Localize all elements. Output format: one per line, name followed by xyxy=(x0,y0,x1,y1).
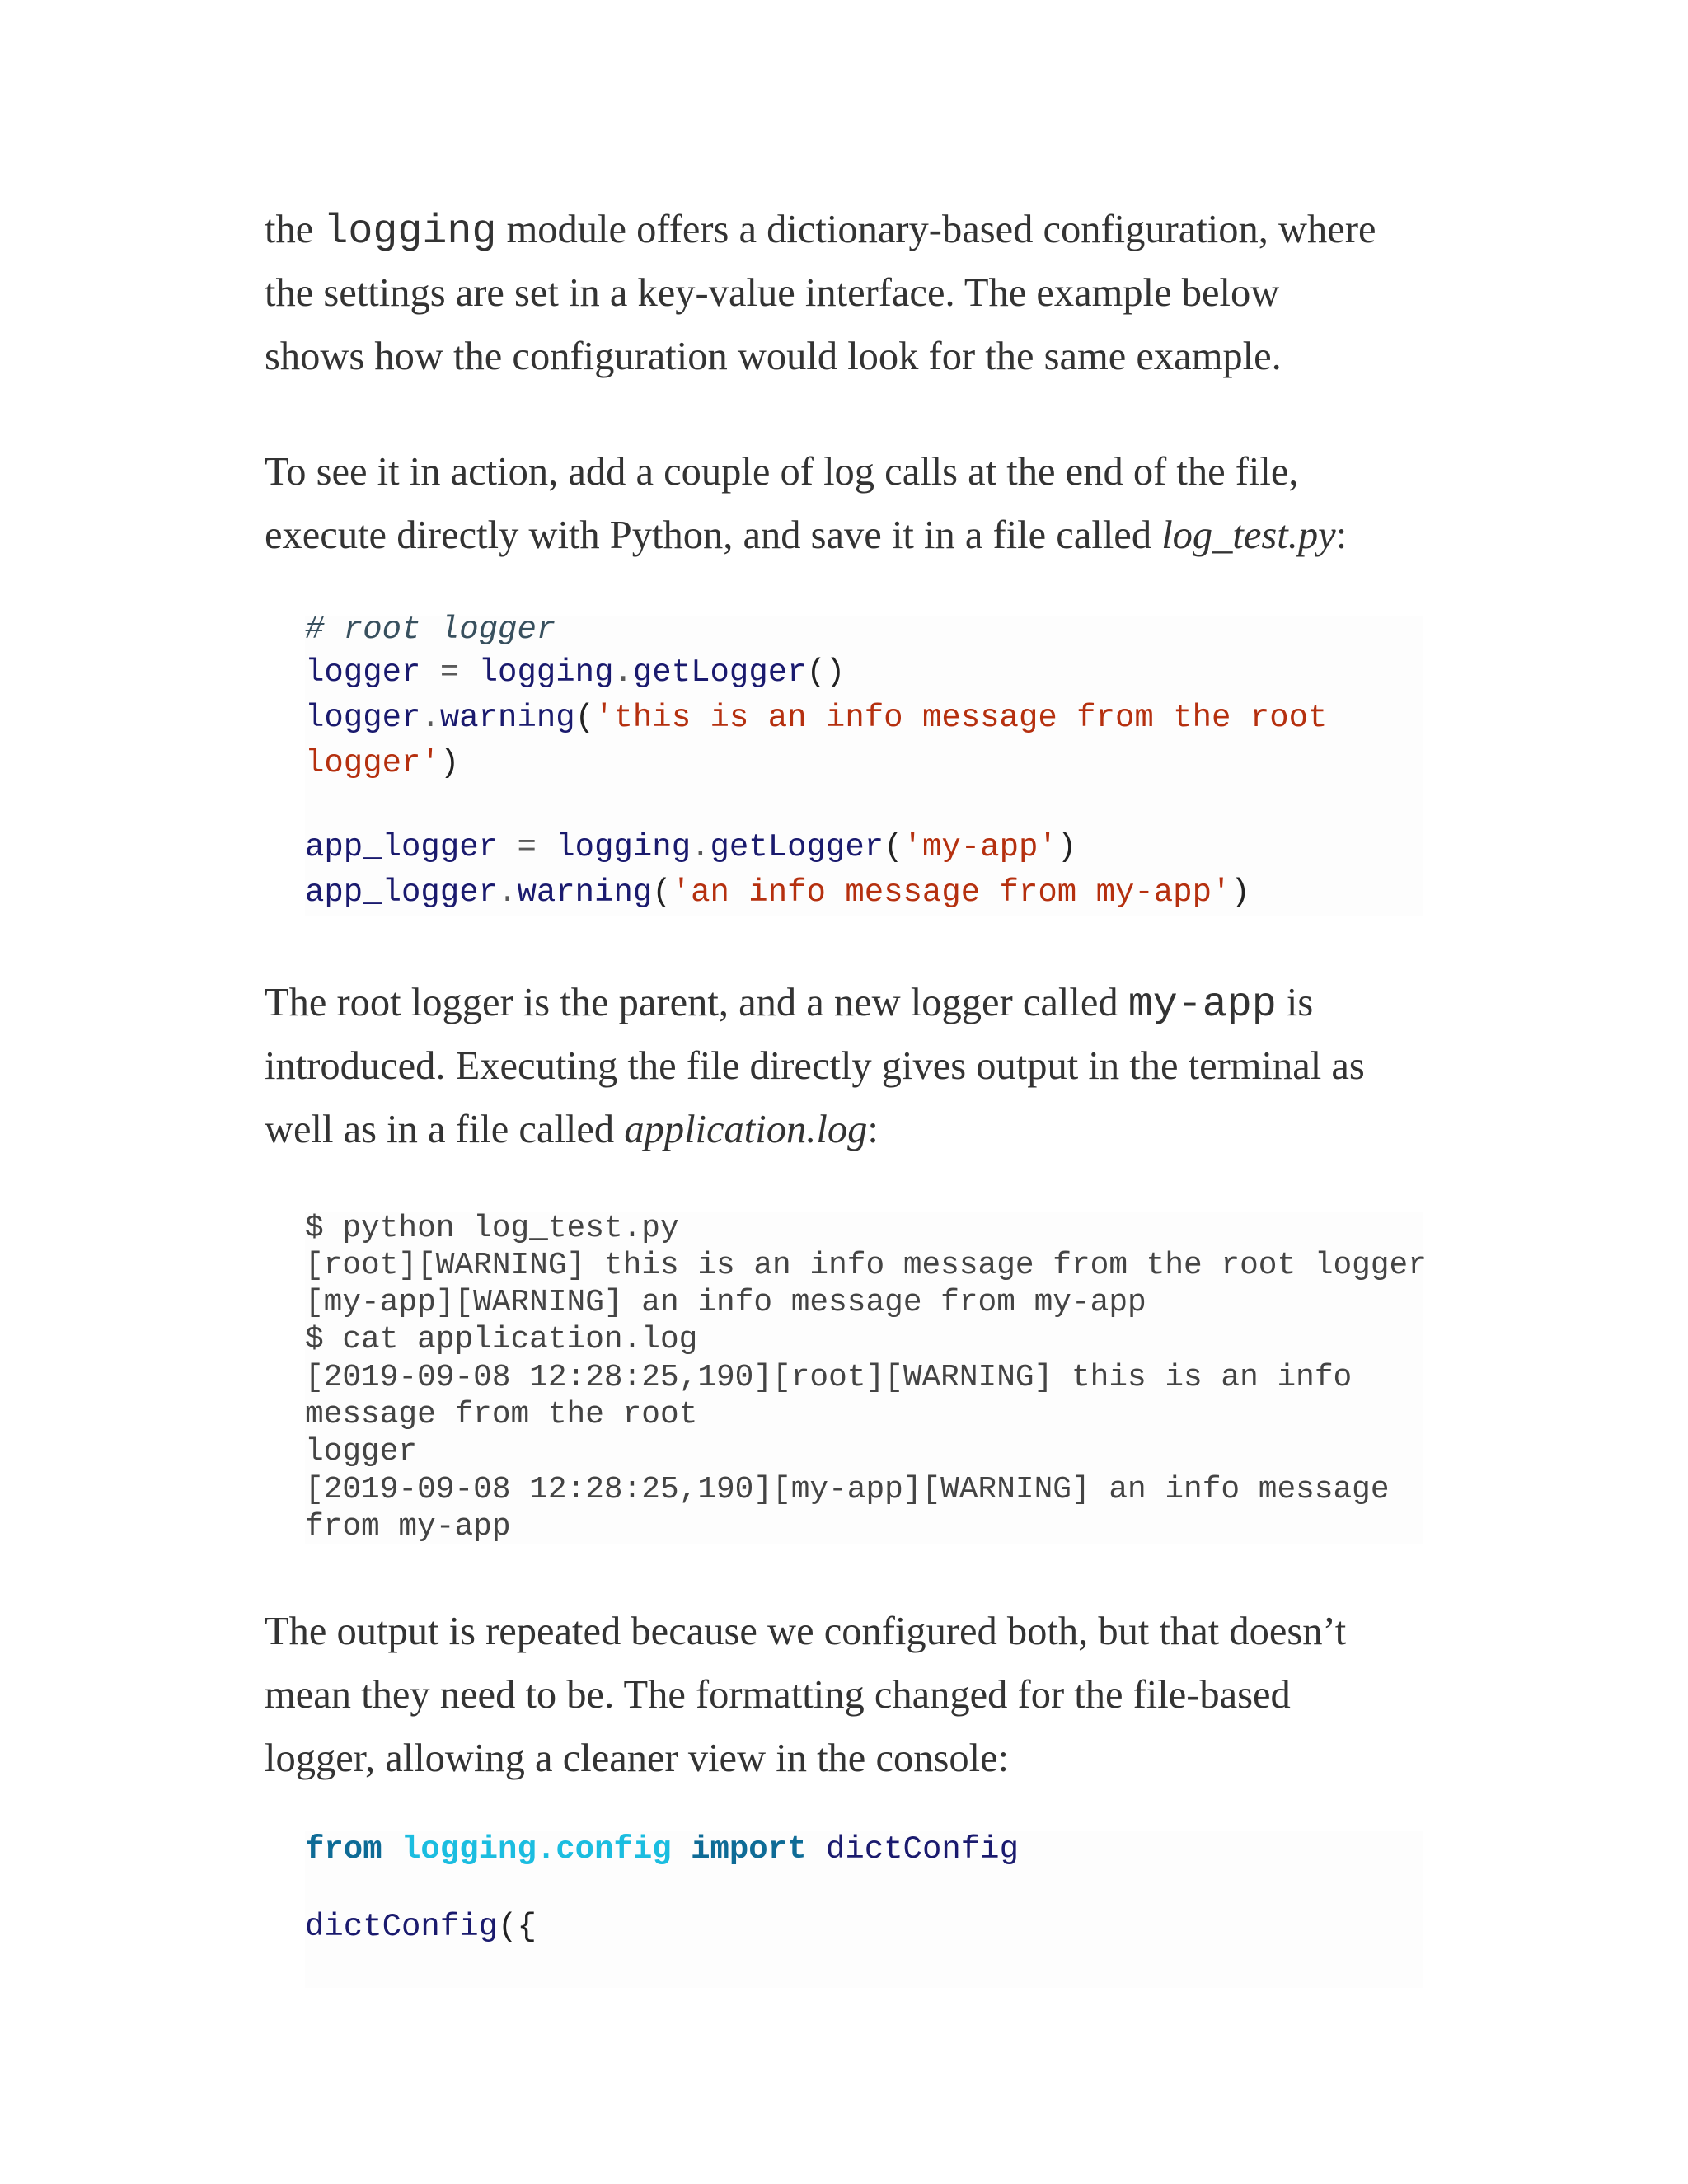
code-token: ({ xyxy=(498,1909,537,1945)
code-token: from xyxy=(305,1831,382,1868)
code-token: logger' xyxy=(305,745,440,781)
text-span: module offers a dictionary-based configuration, where xyxy=(496,208,1376,251)
console-line: [2019-09-08 12:28:25,190][root][WARNING] this is an info xyxy=(305,1361,1353,1395)
console-line: $ cat application.log xyxy=(305,1323,698,1357)
code-token: dictConfig xyxy=(305,1909,499,1945)
filename-log-test-py: log_test.py xyxy=(1161,513,1336,557)
code-token: ) xyxy=(439,745,460,781)
console-line: message from the root xyxy=(305,1398,698,1432)
console-output-block xyxy=(305,1212,1427,1544)
code-token: 'this is an info message from the root xyxy=(594,700,1328,736)
paragraph-output-repeated xyxy=(265,1600,1435,1790)
code-token xyxy=(672,1831,691,1868)
text-line xyxy=(265,971,1435,1034)
text-line: To see it in action, add a couple of log calls at the end of the file, xyxy=(265,450,1299,494)
code-token: . xyxy=(613,654,633,691)
code-line xyxy=(305,874,1250,911)
console-line: $ python log_test.py xyxy=(305,1212,679,1246)
code-token: warning xyxy=(517,874,653,911)
code-token: app_logger xyxy=(305,874,499,911)
code-token: import xyxy=(691,1831,807,1868)
code-line xyxy=(305,654,845,691)
console-line: [2019-09-08 12:28:25,190][my-app][WARNING] an info message xyxy=(305,1473,1390,1507)
text-line: the settings are set in a key-value interface. The example below xyxy=(265,271,1280,315)
code-token: 'an info message from my-app' xyxy=(671,874,1231,911)
code-block-dict-config xyxy=(305,1831,1423,1988)
paragraph-see-in-action xyxy=(265,440,1435,567)
code-line xyxy=(305,829,1076,865)
code-token: . xyxy=(498,874,518,911)
console-line: [root][WARNING] this is an info message from the root logger xyxy=(305,1249,1427,1283)
text-line xyxy=(265,1098,1435,1161)
code-token xyxy=(382,1831,401,1868)
inline-code-my-app: my-app xyxy=(1128,982,1277,1029)
code-line xyxy=(305,745,459,781)
text-span: : xyxy=(1335,513,1348,557)
text-line: shows how the configuration would look for the same example. xyxy=(265,335,1282,378)
code-token: dictConfig xyxy=(825,1831,1019,1868)
console-line: [my-app][WARNING] an info message from my-app xyxy=(305,1286,1146,1320)
code-token: . xyxy=(691,829,710,865)
code-token: logging.config xyxy=(401,1831,672,1868)
code-line xyxy=(305,612,556,648)
code-token: logging xyxy=(556,829,692,865)
code-line xyxy=(305,700,1327,736)
code-token: = xyxy=(420,654,479,691)
paragraph-dict-config-intro xyxy=(265,198,1435,388)
code-token: ) xyxy=(1057,829,1077,865)
code-token: getLogger xyxy=(632,654,807,691)
text-span: the xyxy=(265,208,324,251)
text-line xyxy=(265,198,1435,261)
code-token: logger xyxy=(305,654,421,691)
text-span: The root logger is the parent, and a new logger called xyxy=(265,981,1128,1024)
code-token: warning xyxy=(439,700,575,736)
code-token: ( xyxy=(652,874,672,911)
code-token: ( xyxy=(574,700,595,736)
code-token xyxy=(807,1831,826,1868)
code-token: ) xyxy=(1231,874,1250,911)
text-span: well as in a file called xyxy=(265,1108,625,1151)
text-line xyxy=(265,504,1435,567)
code-token: app_logger xyxy=(305,829,499,865)
code-token: ( xyxy=(884,829,903,865)
code-block-root-logger xyxy=(305,612,1423,916)
code-token: . xyxy=(420,700,440,736)
code-comment: # root logger xyxy=(305,612,556,648)
console-line: from my-app xyxy=(305,1510,511,1544)
text-line: logger, allowing a cleaner view in the console: xyxy=(265,1736,1010,1780)
text-line: introduced. Executing the file directly gives output in the terminal as xyxy=(265,1044,1365,1088)
code-token: () xyxy=(806,654,846,691)
console-line: logger xyxy=(305,1435,418,1469)
text-span: execute directly with Python, and save it in a file called xyxy=(265,513,1162,557)
filename-application-log: application.log xyxy=(624,1108,868,1151)
text-line: The output is repeated because we configured both, but that doesn’t xyxy=(265,1610,1347,1653)
text-span: : xyxy=(867,1108,879,1151)
inline-code-logging: logging xyxy=(323,209,497,255)
code-line xyxy=(305,1909,537,1945)
code-token: 'my-app' xyxy=(903,829,1057,865)
code-line xyxy=(305,1831,1019,1868)
code-token: getLogger xyxy=(710,829,884,865)
paragraph-root-logger-parent xyxy=(265,971,1435,1161)
code-token: logger xyxy=(305,700,421,736)
code-token: = xyxy=(498,829,556,865)
text-line: mean they need to be. The formatting changed for the file-based xyxy=(265,1673,1291,1717)
code-token: logging xyxy=(478,654,614,691)
text-span: is xyxy=(1276,981,1314,1024)
